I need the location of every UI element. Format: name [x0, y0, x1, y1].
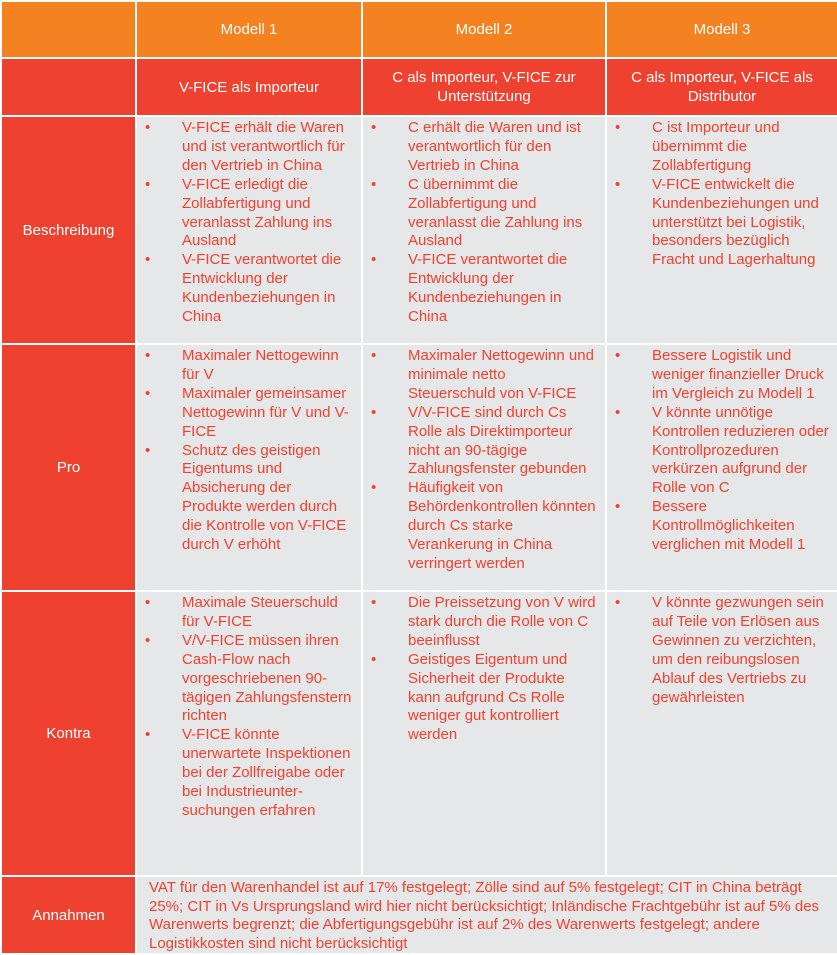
list-item: • V/V-FICE sind durch Cs Rolle als Direktimporteur nicht an 90-tägige Zahlungsfenster gebunden — [408, 404, 597, 480]
list-item: • Maximaler Nettogewinn für V — [182, 347, 353, 385]
model-3-subtitle: C als Importeur, V-FICE als Distributor — [606, 58, 837, 116]
model-1-subtitle: V-FICE als Importeur — [136, 58, 362, 116]
annahmen-row — [1, 876, 837, 954]
list-item: • Maximale Steuerschuld für V-FICE — [182, 594, 353, 632]
list-item: • V/V-FICE müssen ihren Cash-Flow nach vorgeschriebenen 90-tägigen Zahlungsfenstern richten — [182, 632, 353, 727]
beschreibung-model-1 — [136, 116, 362, 344]
bullet-list — [363, 594, 605, 745]
list-item: • Die Preissetzung von V wird stark durch die Rolle von C beeinflusst — [408, 594, 597, 651]
annahmen-text: VAT für den Warenhandel ist auf 17% festgelegt; Zölle sind auf 5% festgelegt; CIT in China beträgt 25%; CIT in Vs Ursprungsland wird hier nicht berücksichtigt; Inländische Frachtgebühr ist auf 5% des Warenwerts begrenzt; die Abfertigungsgebühr ist auf 2% des Warenwerts festgelegt; andere Logistikkosten sind nicht berücksichtigt — [136, 876, 837, 954]
pro-label: Pro — [1, 344, 136, 591]
list-item: • V-FICE erhält die Waren und ist verantwortlich für den Vertrieb in China — [182, 119, 353, 176]
kontra-model-2 — [362, 591, 606, 876]
list-item: • Bessere Kontrollmöglichkeiten verglichen mit Modell 1 — [652, 498, 829, 555]
bullet-list — [137, 594, 361, 821]
list-item: • V-FICE entwickelt die Kundenbeziehungen und unterstützt bei Logistik, besonders bezüglich Fracht und Lagerhaltung — [652, 176, 829, 271]
list-item: • Maximaler Nettogewinn und minimale netto Steuerschuld von V-FICE — [408, 347, 597, 404]
list-item: • V-FICE könnte unerwartete Inspektionen bei der Zollfreigabe oder bei Industrieunter-suchungen erfahren — [182, 726, 353, 821]
bullet-list — [363, 119, 605, 327]
pro-model-2 — [362, 344, 606, 591]
list-item: • V-FICE verantwortet die Entwicklung der Kundenbeziehungen in China — [182, 251, 353, 327]
corner-cell — [1, 1, 136, 58]
list-item: • V-FICE verantwortet die Entwicklung der Kundenbeziehungen in China — [408, 251, 597, 327]
bullet-list — [363, 347, 605, 574]
list-item: • Geistiges Eigentum und Sicherheit der Produkte kann aufgrund Cs Rolle weniger gut kontrolliert werden — [408, 651, 597, 746]
model-2-header: Modell 2 — [362, 1, 606, 58]
list-item: • Bessere Logistik und weniger finanzieller Druck im Vergleich zu Modell 1 — [652, 347, 829, 404]
beschreibung-model-2 — [362, 116, 606, 344]
model-2-subtitle: C als Importeur, V-FICE zur Unterstützung — [362, 58, 606, 116]
pro-model-3 — [606, 344, 837, 591]
list-item: • C übernimmt die Zollabfertigung und veranlasst die Zahlung ins Ausland — [408, 176, 597, 252]
beschreibung-model-3 — [606, 116, 837, 344]
kontra-label: Kontra — [1, 591, 136, 876]
list-item: • C ist Importeur und übernimmt die Zollabfertigung — [652, 119, 829, 176]
list-item: • Häufigkeit von Behördenkontrollen könnten durch Cs starke Verankerung in China verringert werden — [408, 479, 597, 574]
kontra-row — [1, 591, 837, 876]
subtitle-row — [1, 58, 837, 116]
list-item: • V könnte gezwungen sein auf Teile von Erlösen aus Gewinnen zu verzichten, um den reibungslosen Ablauf des Vertriebs zu gewährleisten — [652, 594, 829, 707]
pro-model-1 — [136, 344, 362, 591]
bullet-list — [607, 119, 837, 270]
beschreibung-row — [1, 116, 837, 344]
model-1-header: Modell 1 — [136, 1, 362, 58]
subtitle-corner — [1, 58, 136, 116]
pro-row — [1, 344, 837, 591]
bullet-list — [607, 594, 837, 707]
kontra-model-1 — [136, 591, 362, 876]
list-item: • Maximaler gemeinsamer Nettogewinn für V und V-FICE — [182, 385, 353, 442]
list-item: • V-FICE erledigt die Zollabfertigung und veranlasst Zahlung ins Ausland — [182, 176, 353, 252]
annahmen-label: Annahmen — [1, 876, 136, 954]
beschreibung-label: Beschreibung — [1, 116, 136, 344]
header-row — [1, 1, 837, 58]
bullet-list — [607, 347, 837, 555]
list-item: • Schutz des geistigen Eigentums und Absicherung der Produkte werden durch die Kontrolle von V-FICE durch V erhöht — [182, 442, 353, 555]
list-item: • V könnte unnötige Kontrollen reduzieren oder Kontrollprozeduren verkürzen aufgrund der Rolle von C — [652, 404, 829, 499]
list-item: • C erhält die Waren und ist verantwortlich für den Vertrieb in China — [408, 119, 597, 176]
kontra-model-3 — [606, 591, 837, 876]
bullet-list — [137, 119, 361, 327]
model-3-header: Modell 3 — [606, 1, 837, 58]
bullet-list — [137, 347, 361, 555]
